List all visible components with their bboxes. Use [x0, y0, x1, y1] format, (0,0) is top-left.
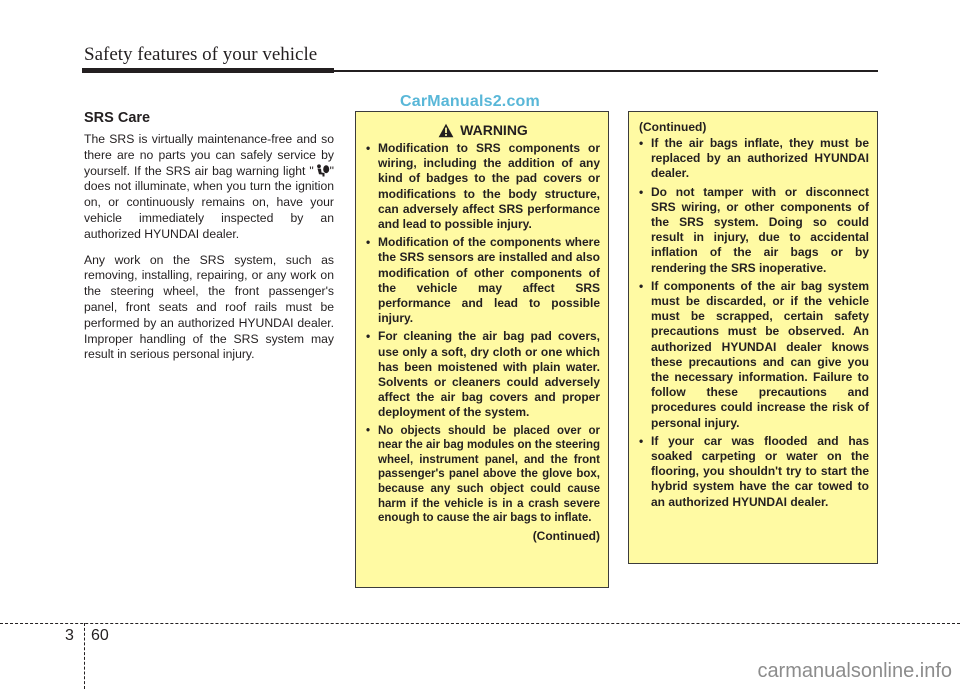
srs-paragraph-1 [84, 132, 334, 243]
continued-list [639, 136, 869, 510]
list-item: • Do not tamper with or disconnect SRS wiring, or other components of the SRS system. Doing so could result in injury, due to accidental inflation of the air bags or by rendering the SRS inoperative. [639, 185, 869, 276]
srs-care-section [84, 110, 334, 373]
header-rule [82, 68, 334, 73]
warning-heading-text: WARNING [460, 122, 528, 138]
warning-triangle-icon [438, 123, 454, 138]
watermark-link[interactable]: CarManuals2.com [400, 93, 540, 110]
continued-label: (Continued) [639, 120, 707, 134]
srs-paragraph-1-end: " does not illuminate, when you turn the ignition on, or continuously remains on, have your vehicle immediately inspected by an authorized HYUNDAI dealer. [84, 163, 334, 241]
section-number: 3 [65, 627, 74, 644]
header-rule-thin [334, 70, 878, 72]
footer-divider [84, 623, 85, 689]
warning-heading [366, 122, 600, 138]
page-number: 60 [91, 627, 109, 644]
warning-continued-box [628, 111, 878, 564]
srs-paragraph-2: Any work on the SRS system, such as removing, installing, repairing, or any work on the steering wheel, the front passenger's panel, front seats and roof rails must be performed by an authorized HYUNDAI dealer. Improper handling of the SRS system may result in serious personal injury. [84, 252, 334, 362]
srs-paragraph-1-start: The SRS is virtually maintenance-free and so there are no parts you can safely service by yourself. If the SRS air bag warning light " [84, 132, 334, 178]
list-item: • Modification to SRS components or wiring, including the addition of any kind of badges to the pad covers or modifications to the body structure, can adversely affect SRS performance and lead to possible injury. [366, 141, 600, 232]
section-title: SRS Care [84, 110, 151, 126]
list-item: • No objects should be placed over or near the air bag modules on the steering wheel, instrument panel, and the front passenger's panel above the glove box, because any such object could cause harm if the vehicle is in a crash severe enough to cause the air bags to inflate. [366, 424, 600, 526]
airbag-warning-light-icon [314, 164, 330, 177]
list-item: • If your car was flooded and has soaked carpeting or water on the flooring, you shouldn't try to start the hybrid system have the car towed to an authorized HYUNDAI dealer. [639, 434, 869, 510]
list-item: • Modification of the components where the SRS sensors are installed and also modification of other components of the vehicle may affect SRS performance and lead to possible injury. [366, 235, 600, 326]
list-item: • If the air bags inflate, they must be replaced by an authorized HYUNDAI dealer. [639, 136, 869, 182]
footer-rule [0, 623, 960, 624]
warning-list [366, 141, 600, 526]
footer-site-link[interactable]: carmanualsonline.info [757, 660, 952, 682]
continued-label: (Continued) [532, 528, 600, 543]
list-item: • If components of the air bag system must be discarded, or if the vehicle must be scrapped, certain safety precautions must be observed. An authorized HYUNDAI dealer knows these precautions and can give you the necessary information. Failure to follow these precautions and procedures could increase the risk of personal injury. [639, 279, 869, 431]
warning-box [355, 111, 609, 588]
page-header-title: Safety features of your vehicle [84, 44, 318, 65]
list-item: • For cleaning the air bag pad covers, use only a soft, dry cloth or one which has been moistened with plain water. Solvents or cleaners could adversely affect the air bag covers and proper deployment of the system. [366, 329, 600, 420]
